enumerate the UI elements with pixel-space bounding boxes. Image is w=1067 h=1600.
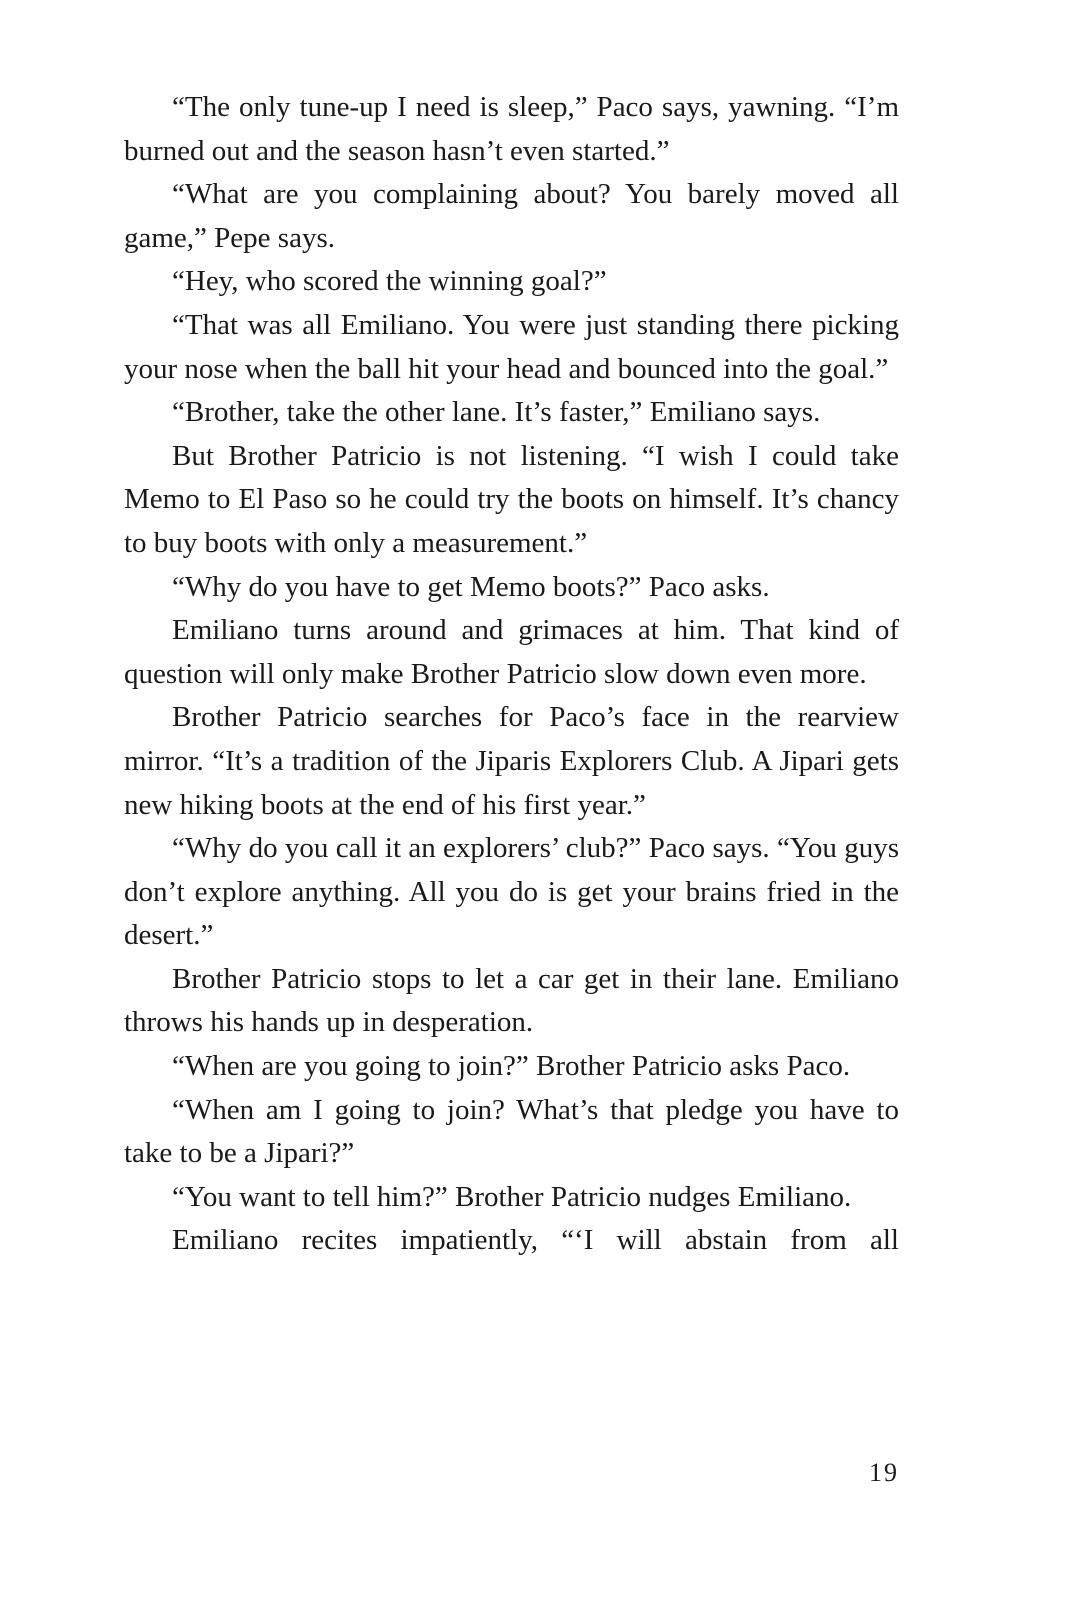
paragraph-3: “Hey, who scored the winning goal?” xyxy=(172,265,607,298)
paragraph-14: “You want to tell him?” Brother Patricio nudges Emiliano. xyxy=(172,1180,852,1213)
body-text xyxy=(124,86,899,1263)
paragraph-8: Emiliano turns around and grimaces at him. That kind of question will only make Brother Patricio slow down even more. xyxy=(124,614,899,690)
paragraph-1: “The only tune-up I need is sleep,” Paco says, yawning. “I’m burned out and the season hasn’t even started.” xyxy=(124,91,899,167)
paragraph-9: Brother Patricio searches for Paco’s face in the rearview mirror. “It’s a tradition of the Jiparis Explorers Club. A Jipari gets new hiking boots at the end of his first year.” xyxy=(124,701,899,821)
page-number: 19 xyxy=(869,1458,899,1487)
paragraph-12: “When are you going to join?” Brother Patricio asks Paco. xyxy=(172,1050,851,1083)
paragraph-7: “Why do you have to get Memo boots?” Paco asks. xyxy=(172,570,770,603)
paragraph-13: “When am I going to join? What’s that pledge you have to take to be a Jipari?” xyxy=(124,1093,899,1170)
paragraph-10: “Why do you call it an explorers’ club?” Paco says. “You guys don’t explore anything. All you do is get your brains fried in the desert.” xyxy=(124,832,899,952)
paragraph-2: “What are you complaining about? You barely moved all game,” Pepe says. xyxy=(124,178,899,254)
paragraph-15: Emiliano recites impatiently, “‘I will abstain from all xyxy=(172,1224,899,1257)
paragraph-6: But Brother Patricio is not listening. “I wish I could take Memo to El Paso so he could try the boots on himself. It’s chancy to buy boots with only a measurement.” xyxy=(124,439,899,559)
paragraph-11: Brother Patricio stops to let a car get in their lane. Emiliano throws his hands up in desperation. xyxy=(124,962,899,1039)
paragraph-4: “That was all Emiliano. You were just standing there picking your nose when the ball hit your head and bounced into the goal.” xyxy=(124,308,899,385)
paragraph-5: “Brother, take the other lane. It’s faster,” Emiliano says. xyxy=(172,396,821,429)
